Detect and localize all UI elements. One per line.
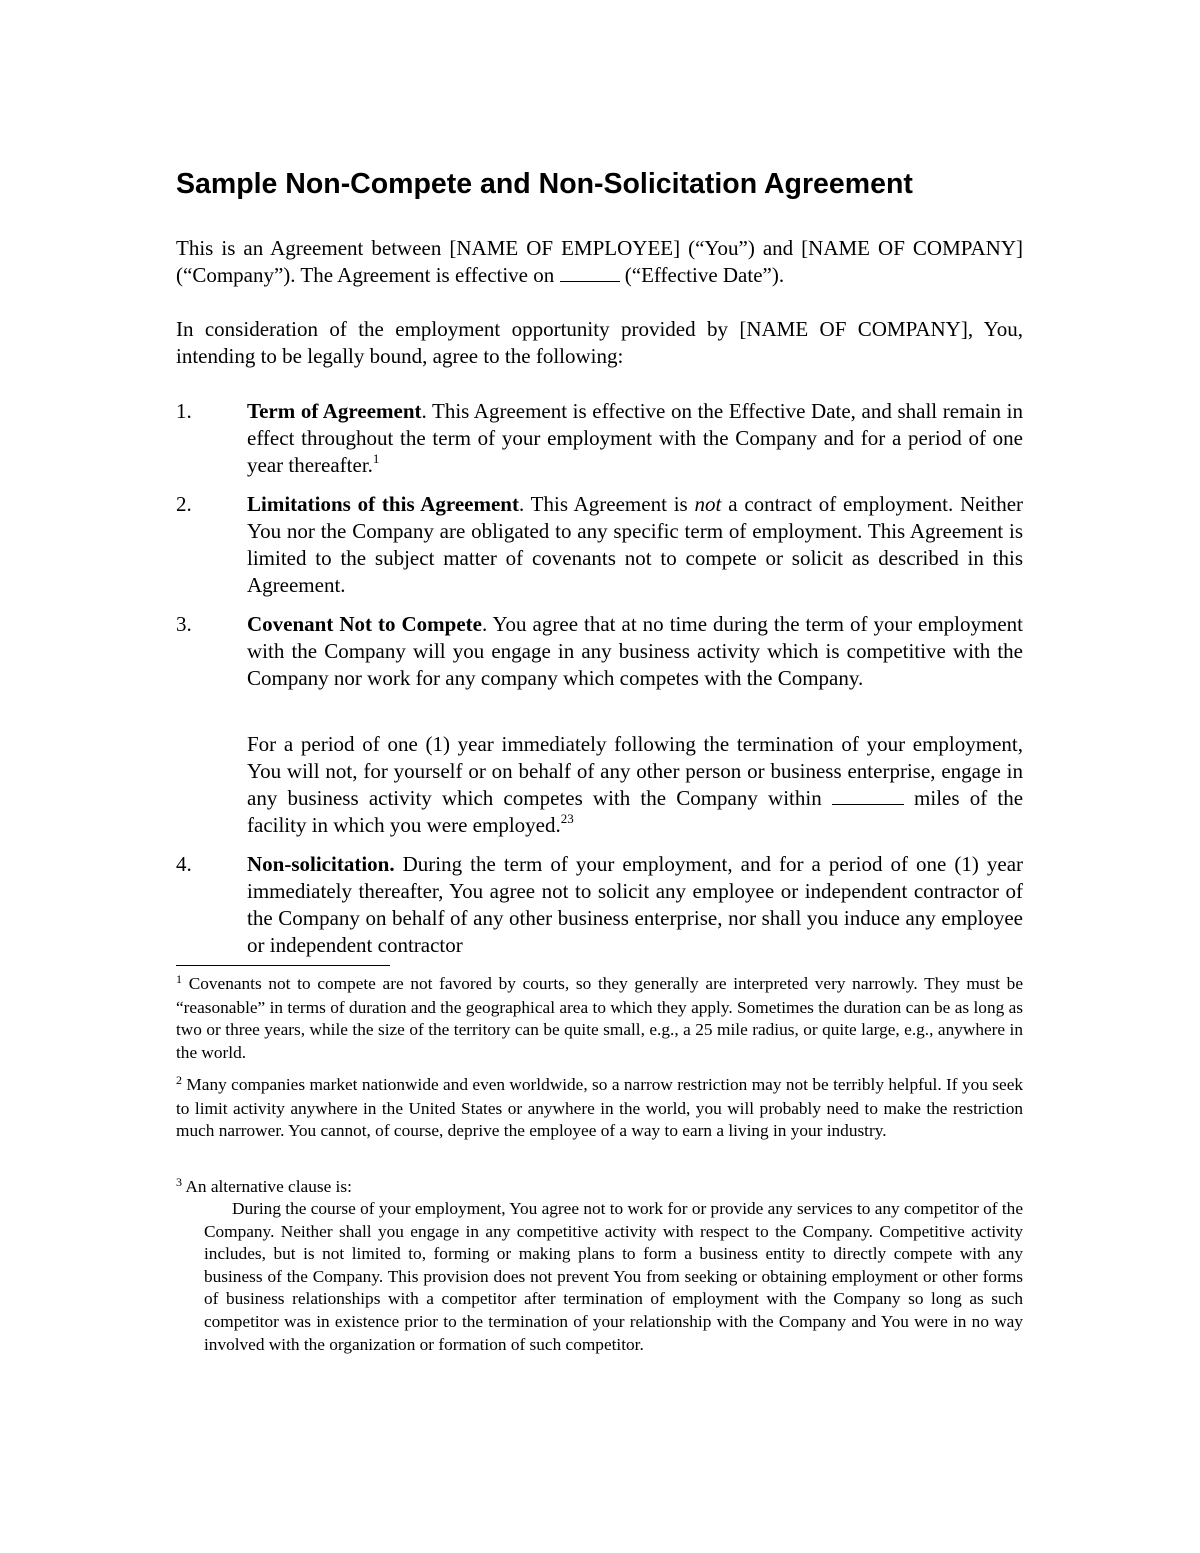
- intro-parties-text: This is an Agreement between [NAME OF EMPLOYEE] (“You”) and [NAME OF COMPANY] (“Company”). The Agreement is effective on: [176, 236, 1023, 287]
- intro-paragraph-parties: [176, 235, 1023, 289]
- clause-body: [247, 611, 1023, 692]
- footnote-text: Many companies market nationwide and even worldwide, so a narrow restriction may not be terribly helpful. If you seek to limit activity anywhere in the United States or anywhere in the world, you will probably need to make the restriction much narrower. You cannot, of course, deprive the employee of a way to earn a living in your industry.: [176, 1075, 1024, 1141]
- clause-text: miles of the facility in which you were employed.: [247, 786, 1024, 837]
- footnote-3: [176, 1176, 1023, 1200]
- footnote-text: Covenants not to compete are not favored by courts, so they generally are interpreted very narrowly. They must be “reasonable” in terms of duration and the geographical area to which they apply. Sometimes the duration can be as long as two or three years, while the size of the territory can be quite small, e.g., a 25 mile radius, or quite large, e.g., anywhere in the world.: [176, 974, 1023, 1062]
- clause-text: a contract of employment. Neither You nor the Company are obligated to any specific term of employment. This Agreement is limited to the subject matter of covenants not to compete or solicit as described in this Agreement.: [247, 492, 1024, 597]
- miles-blank: [832, 786, 904, 805]
- clause-heading: Limitations of this Agreement: [247, 492, 519, 516]
- clause-heading: Term of Agreement: [247, 399, 422, 423]
- intro-effective-date-text: (“Effective Date”).: [624, 263, 785, 287]
- footnote-ref: 23: [560, 811, 574, 826]
- clause-number: 4.: [176, 852, 192, 876]
- footnote-separator: [176, 965, 390, 966]
- footnote-text: An alternative clause is:: [185, 1177, 352, 1196]
- clause-number: 2.: [176, 492, 192, 516]
- clause-body: [247, 731, 1023, 839]
- clause-number: 3.: [176, 612, 192, 636]
- clause-heading: Covenant Not to Compete: [247, 612, 482, 636]
- clause-text: . This Agreement is effective on the Effective Date, and shall remain in effect throughout the term of your employment with the Company and for a period of one year thereafter.: [247, 399, 1023, 477]
- footnote-2: [176, 1074, 1023, 1143]
- footnote-mark: 1: [176, 972, 182, 986]
- clause-heading: Non-solicitation.: [247, 852, 395, 876]
- footnote-mark: 3: [176, 1175, 182, 1189]
- footnote-quote-text: During the course of your employment, You agree not to work for or provide any services to any competitor of the Company. Neither shall you engage in any competitive activity with respect to the Company. Competitive activity includes, but is not limited to, forming or making plans to form a business entity to directly compete with any business of the Company. This provision does not prevent You from seeking or obtaining employment or other forms of business relationships with a competitor after termination of employment with the Company so long as such competitor was in existence prior to the termination of your relationship with the Company and You were in no way involved with the organization or formation of such competitor.: [204, 1199, 1023, 1354]
- footnote-ref: 1: [372, 451, 380, 466]
- clause-text: During the term of your employment, and for a period of one (1) year immediately thereafter, You agree not to solicit any employee or independent contractor of the Company on behalf of any other business enterprise, nor shall you induce any employee or independent contractor: [247, 852, 1023, 957]
- clause-emphasis: not: [694, 492, 722, 516]
- footnote-3-quote: [204, 1198, 1023, 1356]
- clause-text: . You agree that at no time during the term of your employment with the Company will you engage in any business activity which is competitive with the Company nor work for any company which competes with the Company.: [247, 612, 1024, 690]
- intro-paragraph-consideration: In consideration of the employment opportunity provided by [NAME OF COMPANY], You, intending to be legally bound, agree to the following:: [176, 317, 1023, 368]
- clause-text: . This Agreement is: [518, 492, 688, 516]
- document-title: Sample Non-Compete and Non-Solicitation Agreement: [176, 168, 913, 200]
- clause-body: [247, 398, 1023, 479]
- footnote-mark: 2: [176, 1073, 182, 1087]
- clause-body: [247, 851, 1023, 959]
- clause-body: [247, 491, 1023, 599]
- clause-number: 1.: [176, 399, 192, 423]
- footnote-1: [176, 973, 1023, 1064]
- clause-text: For a period of one (1) year immediately following the termination of your employment, You will not, for yourself or on behalf of any other person or business enterprise, engage in any business activity which competes with the Company within: [247, 732, 1023, 810]
- effective-date-blank: [560, 263, 620, 282]
